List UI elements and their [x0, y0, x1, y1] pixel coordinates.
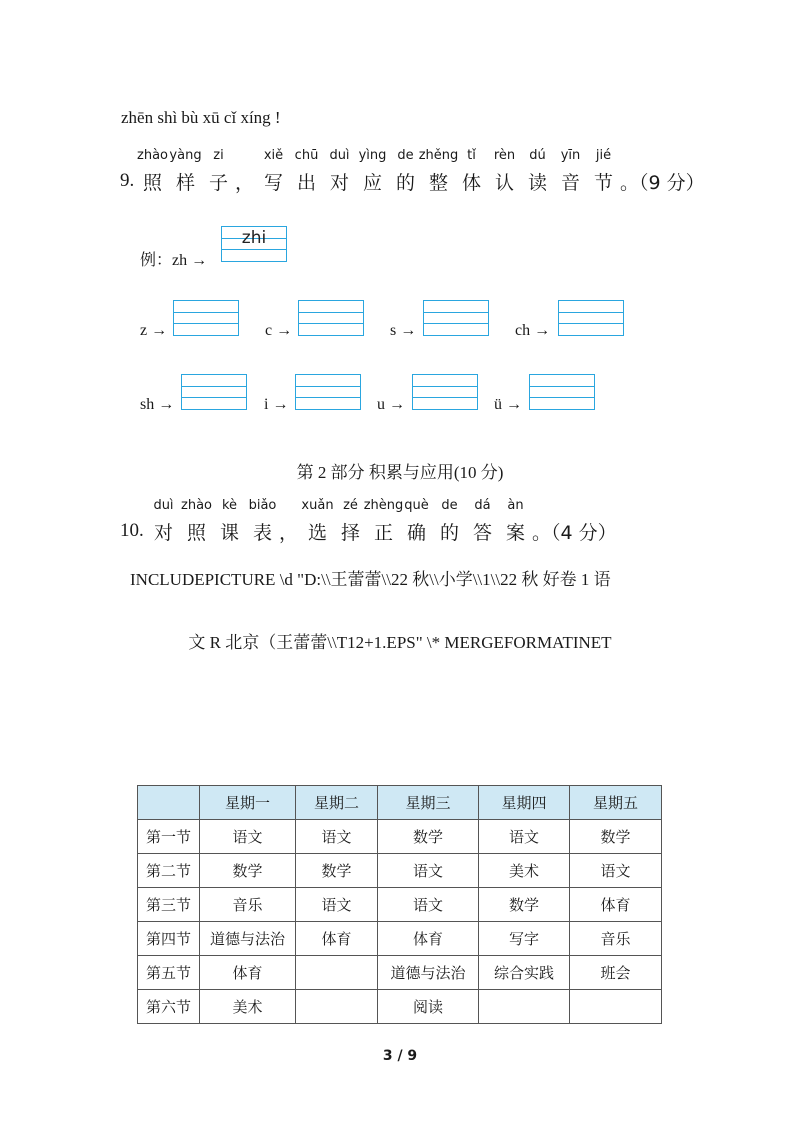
- hanzi: 应: [362, 172, 383, 194]
- hanzi: 择: [340, 522, 361, 544]
- hanzi-with-pinyin: [213, 498, 246, 548]
- hanzi: 。（4 分）: [532, 522, 617, 544]
- pinyin: què: [404, 498, 429, 513]
- answer-box[interactable]: [295, 374, 361, 410]
- hanzi: 。（9 分）: [620, 172, 705, 194]
- timetable-row: [138, 854, 662, 888]
- hanzi-with-pinyin: [587, 148, 620, 198]
- timetable-cell: 语文: [570, 854, 662, 888]
- timetable-cell: 道德与法治: [200, 922, 296, 956]
- timetable-cell: 语文: [378, 854, 479, 888]
- timetable-row: [138, 990, 662, 1024]
- pinyin: xuǎn: [301, 498, 334, 513]
- hanzi-with-pinyin: [389, 148, 422, 198]
- hanzi-with-pinyin: [499, 498, 532, 548]
- hanzi-with-pinyin: [147, 498, 180, 548]
- period-label: 第四节: [138, 922, 200, 956]
- hanzi: 正: [373, 522, 394, 544]
- timetable-cell: 体育: [378, 922, 479, 956]
- timetable-cell: 体育: [200, 956, 296, 990]
- timetable-header-cell: 星期五: [570, 786, 662, 820]
- item-label: i →: [264, 396, 289, 413]
- pinyin: kè: [221, 498, 238, 513]
- hanzi-with-pinyin: [334, 498, 367, 548]
- timetable-header-cell: 星期三: [378, 786, 479, 820]
- hanzi: 表: [252, 522, 273, 544]
- hanzi: 对: [329, 172, 350, 194]
- pinyin: tǐ: [467, 148, 476, 163]
- hanzi: 读: [527, 172, 548, 194]
- answer-box[interactable]: [529, 374, 595, 410]
- pinyin: jié: [595, 148, 612, 163]
- pinyin: zhào: [137, 148, 168, 163]
- example-label: 例：zh →: [140, 252, 208, 269]
- hanzi-with-pinyin: [323, 148, 356, 198]
- pinyin: chū: [294, 148, 319, 163]
- pinyin: yàng: [169, 148, 202, 163]
- hanzi-with-pinyin: [235, 148, 257, 198]
- pinyin-sentence: zhēn shì bù xū cǐ xíng !: [121, 108, 281, 127]
- hanzi: 体: [461, 172, 482, 194]
- timetable-cell: 语文: [479, 820, 570, 854]
- timetable-header-cell: 星期四: [479, 786, 570, 820]
- item-label: s →: [390, 322, 417, 339]
- hanzi-with-pinyin: [532, 498, 662, 548]
- pinyin: de: [441, 498, 458, 513]
- answer-box[interactable]: [558, 300, 624, 336]
- hanzi-with-pinyin: [620, 148, 750, 198]
- period-label: 第二节: [138, 854, 200, 888]
- timetable-cell: 数学: [200, 854, 296, 888]
- pinyin: duì: [153, 498, 174, 513]
- hanzi-with-pinyin: [455, 148, 488, 198]
- hanzi: 案: [505, 522, 526, 544]
- pinyin: zhěng: [418, 148, 459, 163]
- timetable: [137, 785, 662, 1024]
- example-answer-box: [221, 226, 287, 262]
- pinyin: dú: [529, 148, 546, 163]
- hanzi-with-pinyin: [488, 148, 521, 198]
- hanzi: 认: [494, 172, 515, 194]
- timetable-cell: 语文: [296, 820, 378, 854]
- timetable-cell: 数学: [296, 854, 378, 888]
- hanzi: 出: [296, 172, 317, 194]
- question-9: [0, 148, 800, 198]
- hanzi: 节: [593, 172, 614, 194]
- timetable-cell: 语文: [200, 820, 296, 854]
- pinyin: yīn: [560, 148, 581, 163]
- pinyin: dá: [474, 498, 491, 513]
- hanzi-with-pinyin: [180, 498, 213, 548]
- hanzi: 课: [219, 522, 240, 544]
- question-10: [0, 498, 800, 548]
- timetable-row: [138, 888, 662, 922]
- hanzi-with-pinyin: [400, 498, 433, 548]
- hanzi-with-pinyin: [433, 498, 466, 548]
- pinyin: biǎo: [248, 498, 277, 513]
- hanzi: 写: [263, 172, 284, 194]
- item-label: u →: [377, 396, 405, 413]
- hanzi: 子: [208, 172, 229, 194]
- timetable-cell: 综合实践: [479, 956, 570, 990]
- hanzi-with-pinyin: [257, 148, 290, 198]
- answer-box[interactable]: [173, 300, 239, 336]
- item-label: sh →: [140, 396, 175, 413]
- hanzi-with-pinyin: [290, 148, 323, 198]
- pinyin: duì: [329, 148, 350, 163]
- hanzi-with-pinyin: [301, 498, 334, 548]
- hanzi: 答: [472, 522, 493, 544]
- timetable-cell: 美术: [479, 854, 570, 888]
- timetable-cell: 语文: [296, 888, 378, 922]
- example-answer: zhi: [241, 228, 267, 248]
- timetable-row: [138, 956, 662, 990]
- timetable-header-cell: 星期一: [200, 786, 296, 820]
- timetable-row: [138, 820, 662, 854]
- item-label: c →: [265, 322, 293, 339]
- answer-box[interactable]: [298, 300, 364, 336]
- pinyin: yìng: [358, 148, 387, 163]
- timetable-cell: 班会: [570, 956, 662, 990]
- answer-box[interactable]: [412, 374, 478, 410]
- period-label: 第一节: [138, 820, 200, 854]
- hanzi: ，: [279, 522, 299, 544]
- timetable-cell: 道德与法治: [378, 956, 479, 990]
- hanzi-with-pinyin: [466, 498, 499, 548]
- timetable-cell: 数学: [378, 820, 479, 854]
- hanzi-with-pinyin: [279, 498, 301, 548]
- hanzi: 的: [395, 172, 416, 194]
- pinyin: de: [397, 148, 414, 163]
- hanzi: 整: [428, 172, 449, 194]
- timetable-cell: 写字: [479, 922, 570, 956]
- hanzi: 音: [560, 172, 581, 194]
- hanzi-with-pinyin: [246, 498, 279, 548]
- timetable-cell: 阅读: [378, 990, 479, 1024]
- section-title: 第 2 部分 积累与应用(10 分): [296, 463, 504, 482]
- timetable-cell: 体育: [570, 888, 662, 922]
- answer-box[interactable]: [181, 374, 247, 410]
- timetable-row: [138, 922, 662, 956]
- hanzi: 的: [439, 522, 460, 544]
- item-label: z →: [140, 322, 168, 339]
- hanzi-with-pinyin: [418, 148, 459, 198]
- timetable-cell: 语文: [378, 888, 479, 922]
- page-number: 3 / 9: [382, 1048, 418, 1064]
- hanzi: 样: [175, 172, 196, 194]
- period-label: 第六节: [138, 990, 200, 1024]
- pinyin: rèn: [493, 148, 516, 163]
- timetable-cell: 音乐: [200, 888, 296, 922]
- item-label: ch →: [515, 322, 551, 339]
- period-label: 第五节: [138, 956, 200, 990]
- hanzi: 照: [186, 522, 207, 544]
- hanzi: 选: [307, 522, 328, 544]
- hanzi-with-pinyin: [136, 148, 169, 198]
- timetable-cell: [570, 990, 662, 1024]
- hanzi-with-pinyin: [169, 148, 202, 198]
- hanzi-with-pinyin: [554, 148, 587, 198]
- period-label: 第三节: [138, 888, 200, 922]
- pinyin: zhào: [181, 498, 212, 513]
- timetable-header-cell: 星期二: [296, 786, 378, 820]
- question-number: 9.: [120, 170, 135, 191]
- hanzi: 对: [153, 522, 174, 544]
- timetable-header-cell: [138, 786, 200, 820]
- hanzi-with-pinyin: [356, 148, 389, 198]
- hanzi-with-pinyin: [363, 498, 404, 548]
- answer-box[interactable]: [423, 300, 489, 336]
- hanzi: ，: [235, 172, 255, 194]
- timetable-cell: [296, 990, 378, 1024]
- timetable-cell: 音乐: [570, 922, 662, 956]
- field-code-line: INCLUDEPICTURE \d "D:\\王蕾蕾\\22 秋\\小学\\1\\22 秋 好卷 1 语: [130, 570, 611, 589]
- pinyin: zi: [213, 148, 224, 163]
- pinyin: àn: [507, 498, 524, 513]
- timetable-cell: 数学: [479, 888, 570, 922]
- question-number: 10.: [120, 520, 144, 541]
- pinyin: zé: [343, 498, 358, 513]
- field-code-line: 文 R 北京（王蕾蕾\\T12+1.EPS" \* MERGEFORMATINET: [188, 633, 612, 652]
- item-label: ü →: [494, 396, 522, 413]
- timetable-cell: [296, 956, 378, 990]
- hanzi-with-pinyin: [521, 148, 554, 198]
- timetable-cell: [479, 990, 570, 1024]
- timetable-cell: 体育: [296, 922, 378, 956]
- pinyin: zhèng: [363, 498, 404, 513]
- hanzi: 确: [406, 522, 427, 544]
- pinyin: xiě: [263, 148, 284, 163]
- hanzi-with-pinyin: [202, 148, 235, 198]
- timetable-cell: 数学: [570, 820, 662, 854]
- hanzi: 照: [142, 172, 163, 194]
- timetable-cell: 美术: [200, 990, 296, 1024]
